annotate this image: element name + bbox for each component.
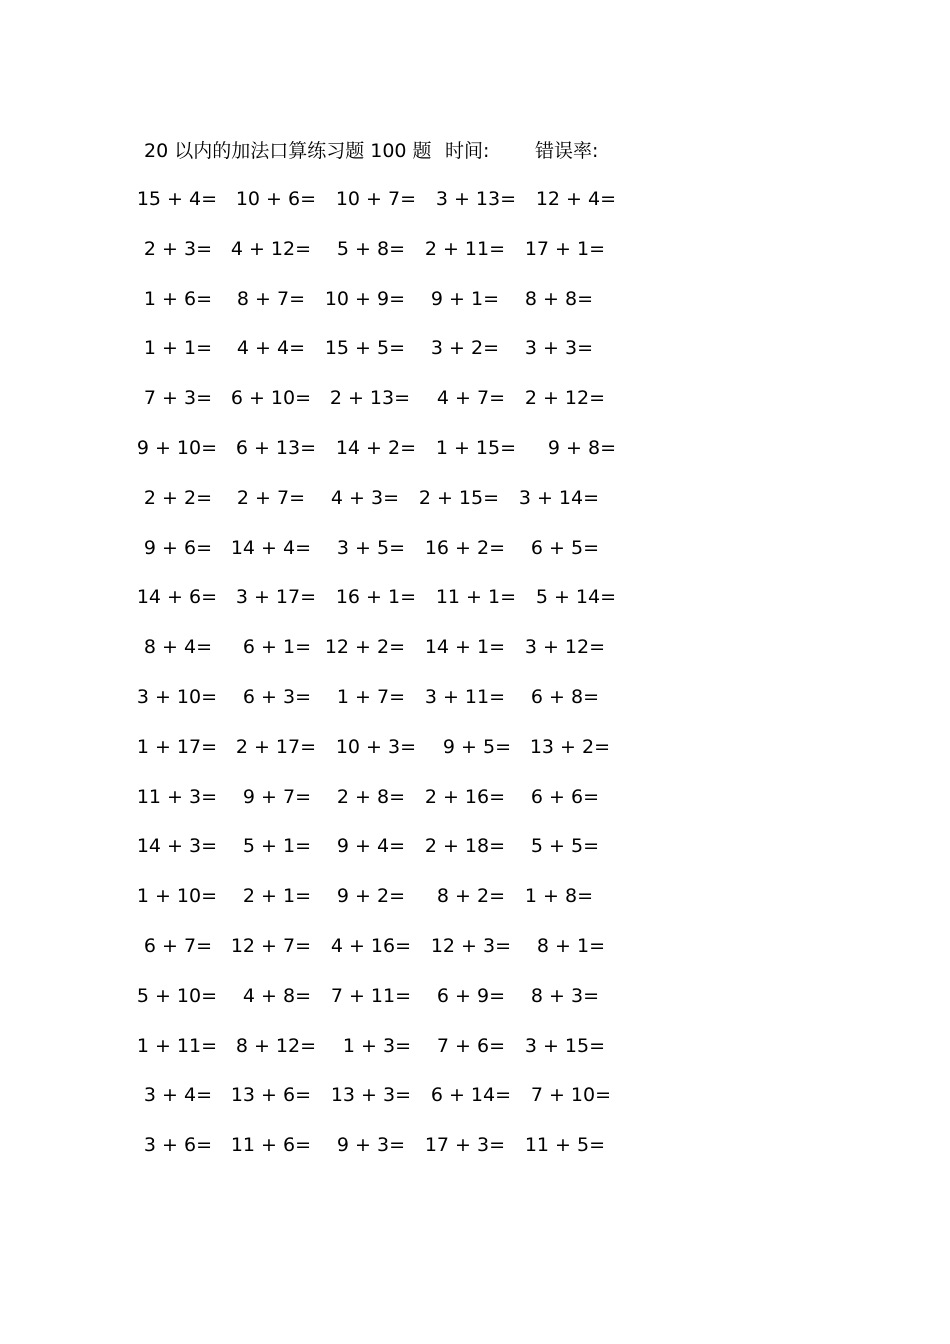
problem-r9-c5: 5 + 14= — [535, 586, 616, 609]
problem-r1-c2: 10 + 6= — [235, 188, 316, 210]
problem-r5-c4: 4 + 7= — [436, 387, 505, 410]
problem-r20-c2: 11 + 6= — [230, 1134, 311, 1157]
problem-r19-c2: 13 + 6= — [230, 1084, 311, 1107]
problem-r12-c3: 10 + 3= — [335, 735, 416, 758]
problem-r12-c1: 1 + 17= — [136, 735, 217, 758]
problem-r18-c5: 3 + 15= — [524, 1034, 605, 1057]
problem-r10-c3: 12 + 2= — [324, 636, 405, 659]
problem-r8-c1: 9 + 6= — [143, 536, 212, 559]
problem-r8-c2: 14 + 4= — [230, 536, 311, 559]
problem-r3-c2: 8 + 7= — [236, 287, 305, 310]
problem-r13-c1: 11 + 3= — [136, 785, 217, 808]
problem-r15-c2: 2 + 1= — [242, 885, 311, 908]
problem-r20-c3: 9 + 3= — [336, 1134, 405, 1157]
problem-r12-c2: 2 + 17= — [235, 735, 316, 758]
time-label: 时间: — [445, 140, 490, 162]
problem-r14-c2: 5 + 1= — [242, 835, 311, 858]
problem-r1-c1: 15 + 4= — [136, 188, 217, 210]
problem-r13-c2: 9 + 7= — [242, 785, 311, 808]
problem-r6-c3: 14 + 2= — [335, 437, 416, 459]
problem-r2-c1: 2 + 3= — [143, 237, 212, 260]
error-rate-label: 错误率: — [535, 140, 599, 162]
problem-r11-c4: 3 + 11= — [424, 686, 505, 708]
problem-r6-c4: 1 + 15= — [435, 437, 516, 459]
problem-r2-c2: 4 + 12= — [230, 237, 311, 260]
problem-r2-c5: 17 + 1= — [524, 237, 605, 260]
problem-r2-c4: 2 + 11= — [424, 237, 505, 260]
problem-r15-c1: 1 + 10= — [136, 885, 217, 908]
problem-r11-c1: 3 + 10= — [136, 686, 217, 708]
problem-r15-c5: 1 + 8= — [524, 885, 593, 908]
problem-r2-c3: 5 + 8= — [336, 237, 405, 260]
problem-r19-c5: 7 + 10= — [530, 1084, 611, 1107]
problem-r17-c5: 8 + 3= — [530, 984, 599, 1007]
problem-r13-c5: 6 + 6= — [530, 785, 599, 808]
problem-r14-c4: 2 + 18= — [424, 835, 505, 858]
problem-r3-c1: 1 + 6= — [143, 287, 212, 310]
problem-r9-c2: 3 + 17= — [235, 586, 316, 609]
problem-r15-c3: 9 + 2= — [336, 885, 405, 908]
problem-r6-c2: 6 + 13= — [235, 437, 316, 459]
problem-r16-c4: 12 + 3= — [430, 935, 511, 957]
problem-r1-c5: 12 + 4= — [535, 188, 616, 210]
problem-r8-c4: 16 + 2= — [424, 536, 505, 559]
problem-r10-c5: 3 + 12= — [524, 636, 605, 659]
problem-r16-c1: 6 + 7= — [143, 935, 212, 957]
problem-r4-c2: 4 + 4= — [236, 337, 305, 360]
problem-r8-c5: 6 + 5= — [530, 536, 599, 559]
worksheet-title: 20 以内的加法口算练习题 100 题 — [144, 140, 432, 162]
problem-r5-c5: 2 + 12= — [524, 387, 605, 410]
problem-r11-c2: 6 + 3= — [242, 686, 311, 708]
problem-r17-c2: 4 + 8= — [242, 984, 311, 1007]
problem-r9-c4: 11 + 1= — [435, 586, 516, 609]
problem-r12-c5: 13 + 2= — [529, 735, 610, 758]
problem-r7-c4: 2 + 15= — [418, 486, 499, 509]
problem-r18-c1: 1 + 11= — [136, 1034, 217, 1057]
problem-r18-c4: 7 + 6= — [436, 1034, 505, 1057]
problem-r16-c5: 8 + 1= — [536, 935, 605, 957]
problem-r3-c3: 10 + 9= — [324, 287, 405, 310]
problem-r12-c4: 9 + 5= — [442, 735, 511, 758]
problem-r14-c1: 14 + 3= — [136, 835, 217, 858]
problem-r19-c3: 13 + 3= — [330, 1084, 411, 1107]
problem-r17-c1: 5 + 10= — [136, 984, 217, 1007]
problem-r18-c2: 8 + 12= — [235, 1034, 316, 1057]
problem-r10-c4: 14 + 1= — [424, 636, 505, 659]
problem-r9-c3: 16 + 1= — [335, 586, 416, 609]
problem-r14-c3: 9 + 4= — [336, 835, 405, 858]
problem-r20-c5: 11 + 5= — [524, 1134, 605, 1157]
problem-r16-c2: 12 + 7= — [230, 935, 311, 957]
problem-r6-c1: 9 + 10= — [136, 437, 217, 459]
problem-r4-c5: 3 + 3= — [524, 337, 593, 360]
problem-r14-c5: 5 + 5= — [530, 835, 599, 858]
problem-r13-c3: 2 + 8= — [336, 785, 405, 808]
problem-r15-c4: 8 + 2= — [436, 885, 505, 908]
problem-r9-c1: 14 + 6= — [136, 586, 217, 609]
problem-r20-c4: 17 + 3= — [424, 1134, 505, 1157]
problem-r1-c3: 10 + 7= — [335, 188, 416, 210]
problem-r17-c3: 7 + 11= — [330, 984, 411, 1007]
problem-r3-c4: 9 + 1= — [430, 287, 499, 310]
problem-r5-c1: 7 + 3= — [143, 387, 212, 410]
problem-r7-c1: 2 + 2= — [143, 486, 212, 509]
problem-r19-c1: 3 + 4= — [143, 1084, 212, 1107]
problem-r1-c4: 3 + 13= — [435, 188, 516, 210]
problem-r5-c3: 2 + 13= — [329, 387, 410, 410]
problem-r7-c2: 2 + 7= — [236, 486, 305, 509]
problem-r8-c3: 3 + 5= — [336, 536, 405, 559]
problem-r11-c5: 6 + 8= — [530, 686, 599, 708]
problem-r7-c3: 4 + 3= — [330, 486, 399, 509]
problem-r20-c1: 3 + 6= — [143, 1134, 212, 1157]
problem-r18-c3: 1 + 3= — [342, 1034, 411, 1057]
problem-r16-c3: 4 + 16= — [330, 935, 411, 957]
problem-r10-c1: 8 + 4= — [143, 636, 212, 659]
problem-r10-c2: 6 + 1= — [242, 636, 311, 659]
problem-r5-c2: 6 + 10= — [230, 387, 311, 410]
problem-r4-c3: 15 + 5= — [324, 337, 405, 360]
problem-r19-c4: 6 + 14= — [430, 1084, 511, 1107]
problem-r3-c5: 8 + 8= — [524, 287, 593, 310]
problem-r4-c1: 1 + 1= — [143, 337, 212, 360]
problem-r7-c5: 3 + 14= — [518, 486, 599, 509]
problem-r4-c4: 3 + 2= — [430, 337, 499, 360]
problem-r6-c5: 9 + 8= — [547, 437, 616, 459]
problem-r17-c4: 6 + 9= — [436, 984, 505, 1007]
problem-r13-c4: 2 + 16= — [424, 785, 505, 808]
problem-r11-c3: 1 + 7= — [336, 686, 405, 708]
